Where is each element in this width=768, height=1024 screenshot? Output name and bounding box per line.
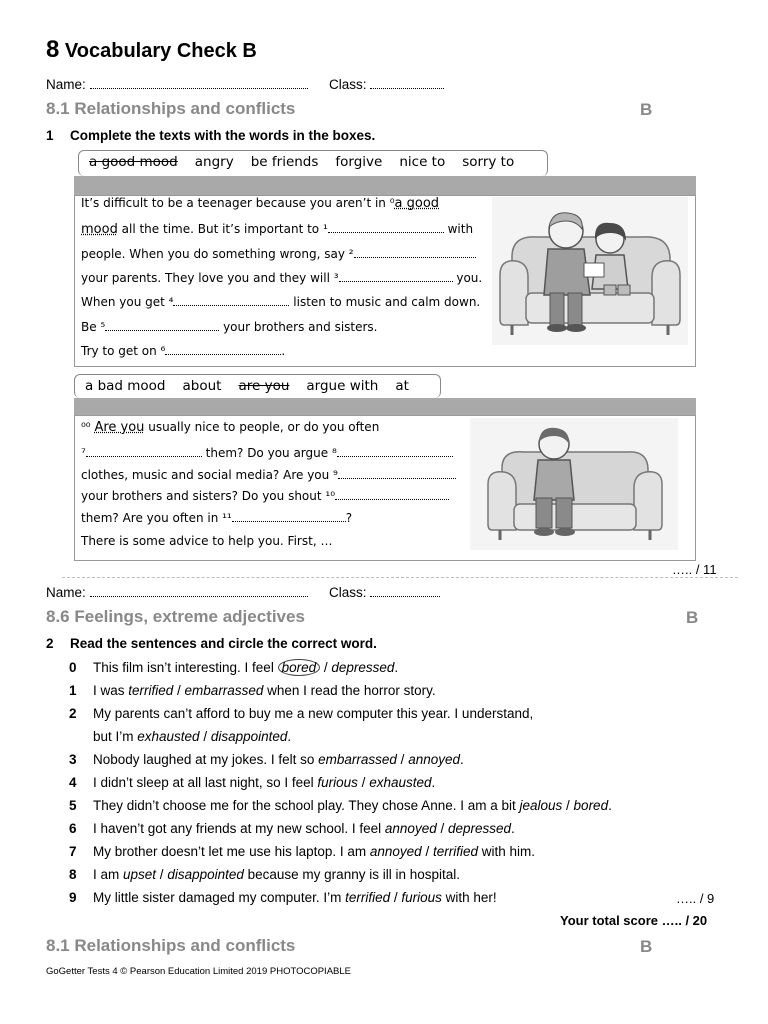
exercise-number: 2: [46, 636, 54, 651]
score-exercise-2: ….. / 9: [676, 891, 715, 906]
item-number: 9: [69, 890, 77, 905]
option-separator: /: [156, 867, 168, 882]
class-field[interactable]: [329, 76, 444, 92]
text-span: them? Are you often in ¹¹: [81, 511, 232, 525]
exercise-item-0: [69, 660, 398, 675]
item-number: 5: [69, 798, 77, 813]
word-box-item: are you: [238, 378, 290, 394]
exercise-item-7: [69, 844, 535, 859]
name-field[interactable]: [46, 76, 308, 92]
item-text: .: [431, 775, 436, 790]
answer-blank-2[interactable]: [354, 246, 476, 258]
instruction-text: Read the sentences and circle the correct word.: [70, 636, 377, 651]
class-label: Class:: [329, 585, 367, 600]
example-answer: mood: [81, 222, 118, 237]
answer-blank-9[interactable]: [338, 467, 456, 479]
instruction-text: Complete the texts with the words in the boxes.: [70, 128, 376, 143]
item-text: I didn’t sleep at all last night, so I feel: [93, 775, 318, 790]
word-box-1: [78, 150, 548, 176]
text1-line-6: [81, 319, 378, 334]
text-span: ?: [345, 511, 353, 525]
text-span: Be ⁵: [81, 320, 106, 334]
text-span: with: [443, 222, 474, 236]
sad-boy-on-sofa-illustration: [470, 418, 678, 550]
item-text: I was: [93, 683, 129, 698]
text-span: listen to music and calm down.: [289, 295, 481, 309]
item-text: because my granny is ill in hospital.: [243, 867, 460, 882]
option-b[interactable]: disappointed: [167, 867, 244, 882]
item-number: 7: [69, 844, 77, 859]
name-blank[interactable]: [90, 584, 308, 597]
text-span: them? Do you argue ⁸: [201, 446, 337, 460]
option-separator: /: [173, 683, 185, 698]
word-box-item: angry: [194, 154, 234, 170]
exercise-item-2-continued: [69, 729, 291, 744]
option-a-circled[interactable]: bored: [278, 659, 321, 676]
name-label: Name:: [46, 585, 86, 600]
item-text: My little sister damaged my computer. I’m: [93, 890, 346, 905]
name-field-2[interactable]: [46, 584, 308, 600]
option-a[interactable]: upset: [123, 867, 157, 882]
class-blank[interactable]: [370, 584, 440, 597]
word-box-2: [74, 374, 441, 398]
text-span: you.: [452, 271, 483, 285]
page-title: [46, 36, 257, 64]
option-separator: /: [199, 729, 211, 744]
answer-blank-10[interactable]: [335, 488, 449, 500]
item-text: .: [511, 821, 515, 836]
section-version: B: [640, 937, 653, 956]
option-a[interactable]: annoyed: [384, 821, 437, 836]
text1-line-5: [81, 294, 480, 309]
text-span: your brothers and sisters? Do you shout ¹⁰: [81, 489, 336, 503]
item-text: .: [608, 798, 612, 813]
option-a[interactable]: terrified: [128, 683, 174, 698]
word-box-item: about: [182, 378, 222, 394]
item-text: My brother doesn’t let me use his laptop. I am: [93, 844, 370, 859]
exercise-item-5: [69, 798, 612, 813]
item-text: with him.: [477, 844, 535, 859]
score-exercise-1: ….. / 11: [672, 562, 717, 577]
item-text: My parents can’t afford to buy me a new computer this year. I understand,: [93, 706, 534, 721]
option-b[interactable]: embarrassed: [184, 683, 264, 698]
text-span: When you get ⁴: [81, 295, 174, 309]
item-text: I haven’t got any friends at my new school. I feel: [93, 821, 385, 836]
item-text: .: [287, 729, 292, 744]
name-blank[interactable]: [90, 76, 308, 89]
panel-header-bar: [74, 398, 696, 415]
name-label: Name:: [46, 77, 86, 92]
text-span: your parents. They love you and they will ³: [81, 271, 339, 285]
answer-blank-11[interactable]: [232, 510, 346, 522]
option-a[interactable]: jealous: [519, 798, 563, 813]
answer-blank-1[interactable]: [328, 221, 444, 233]
title-text: Vocabulary Check B: [64, 40, 257, 62]
text-span: usually nice to people, or do you often: [144, 420, 380, 434]
item-number: 8: [69, 867, 77, 882]
answer-blank-3[interactable]: [339, 270, 453, 282]
option-b[interactable]: depressed: [331, 660, 395, 675]
answer-blank-8[interactable]: [337, 445, 453, 457]
exercise-item-4: [69, 775, 435, 790]
class-label: Class:: [329, 77, 367, 92]
word-box-item: a bad mood: [85, 378, 166, 394]
item-number: 0: [69, 660, 77, 675]
total-score: Your total score ….. / 20: [560, 913, 708, 928]
text-span: ⁷: [81, 446, 86, 460]
exercise-item-9: [69, 890, 497, 905]
option-separator: /: [562, 798, 574, 813]
item-text: This film isn’t interesting. I feel: [93, 660, 278, 675]
item-number: 4: [69, 775, 77, 790]
answer-blank-6[interactable]: [165, 343, 281, 355]
copyright-footer: GoGetter Tests 4 © Pearson Education Limited 2019 PHOTOCOPIABLE: [46, 966, 351, 977]
text-span: ⁰⁰: [81, 420, 95, 434]
option-separator: /: [396, 752, 409, 767]
option-separator: /: [357, 775, 370, 790]
class-field-2[interactable]: [329, 584, 440, 600]
option-separator: /: [320, 660, 332, 675]
section-version: B: [686, 608, 699, 627]
option-b[interactable]: annoyed: [408, 752, 460, 767]
section-version: B: [640, 100, 653, 119]
item-number: 1: [69, 683, 77, 698]
item-text: but I’m: [93, 729, 138, 744]
panel-header-bar: [74, 176, 696, 195]
text2-line-6: There is some advice to help you. First, …: [81, 534, 333, 548]
option-b[interactable]: furious: [401, 890, 442, 905]
word-box-item: a good mood: [89, 154, 178, 170]
text2-line-5: [81, 510, 352, 525]
exercise-item-3: [69, 752, 464, 767]
section-heading-relationships: 8.1 Relationships and conflicts: [46, 99, 296, 118]
exercise-number: 1: [46, 128, 54, 143]
word-box-item: sorry to: [462, 154, 515, 170]
example-answer: a good: [394, 196, 440, 211]
cut-line: [62, 577, 738, 578]
option-a[interactable]: terrified: [345, 890, 391, 905]
item-text: .: [460, 752, 464, 767]
item-text: when I read the horror story.: [263, 683, 436, 698]
text-span: all the time. But it’s important to ¹: [117, 222, 328, 236]
option-a[interactable]: furious: [317, 775, 358, 790]
answer-blank-5[interactable]: [105, 319, 219, 331]
option-b[interactable]: terrified: [432, 844, 478, 859]
text2-line-1: [81, 420, 379, 435]
option-separator: /: [390, 890, 402, 905]
exercise-2-instruction: [46, 636, 377, 651]
exercise-1-instruction: [46, 128, 375, 143]
couple-on-sofa-illustration: [492, 197, 688, 345]
text-span: It’s difficult to be a teenager because you aren’t in ⁰: [81, 196, 395, 210]
item-text: Nobody laughed at my jokes. I felt so: [93, 752, 319, 767]
text2-line-3: [81, 467, 456, 482]
option-a[interactable]: annoyed: [369, 844, 422, 859]
exercise-item-6: [69, 821, 515, 836]
option-b[interactable]: bored: [573, 798, 609, 813]
item-text: I am: [93, 867, 124, 882]
word-box-item: argue with: [306, 378, 379, 394]
text-span: your brothers and sisters.: [219, 320, 378, 334]
exercise-item-8: [69, 867, 460, 882]
text1-line-3: [81, 246, 476, 261]
answer-blank-4[interactable]: [173, 294, 289, 306]
text1-line-1: [81, 196, 439, 211]
item-text: They didn’t choose me for the school play. They chose Anne. I am a bit: [93, 798, 520, 813]
word-box-item: be friends: [250, 154, 319, 170]
item-number: 3: [69, 752, 77, 767]
class-blank[interactable]: [370, 76, 444, 89]
word-box-item: at: [395, 378, 409, 394]
example-answer: Are you: [94, 420, 145, 435]
text-span: clothes, music and social media? Are you ⁹: [81, 468, 338, 482]
text-span: .: [281, 344, 286, 358]
word-box-item: forgive: [335, 154, 383, 170]
text2-line-2: [81, 445, 453, 460]
text-span: Try to get on ⁶: [81, 344, 166, 358]
option-a[interactable]: embarrassed: [318, 752, 397, 767]
item-text: with her!: [441, 890, 497, 905]
text1-line-7: [81, 343, 285, 358]
text1-line-4: [81, 270, 482, 285]
text2-line-4: [81, 488, 449, 503]
option-b[interactable]: depressed: [447, 821, 512, 836]
option-b[interactable]: exhausted: [369, 775, 432, 790]
item-number: 2: [69, 706, 77, 721]
option-separator: /: [436, 821, 448, 836]
word-box-item: nice to: [399, 154, 446, 170]
exercise-item-2: [69, 706, 533, 721]
section-heading-relationships-repeat: 8.1 Relationships and conflicts: [46, 936, 296, 955]
text1-line-2: [81, 221, 473, 237]
section-heading-feelings: 8.6 Feelings, extreme adjectives: [46, 607, 305, 626]
option-b[interactable]: disappointed: [210, 729, 288, 744]
item-text: .: [394, 660, 399, 675]
exercise-item-1: [69, 683, 436, 698]
item-number: 6: [69, 821, 77, 836]
option-a[interactable]: exhausted: [137, 729, 200, 744]
text-span: people. When you do something wrong, say ²: [81, 247, 354, 261]
option-separator: /: [421, 844, 433, 859]
answer-blank-7[interactable]: [86, 445, 202, 457]
unit-number: 8: [46, 36, 60, 63]
